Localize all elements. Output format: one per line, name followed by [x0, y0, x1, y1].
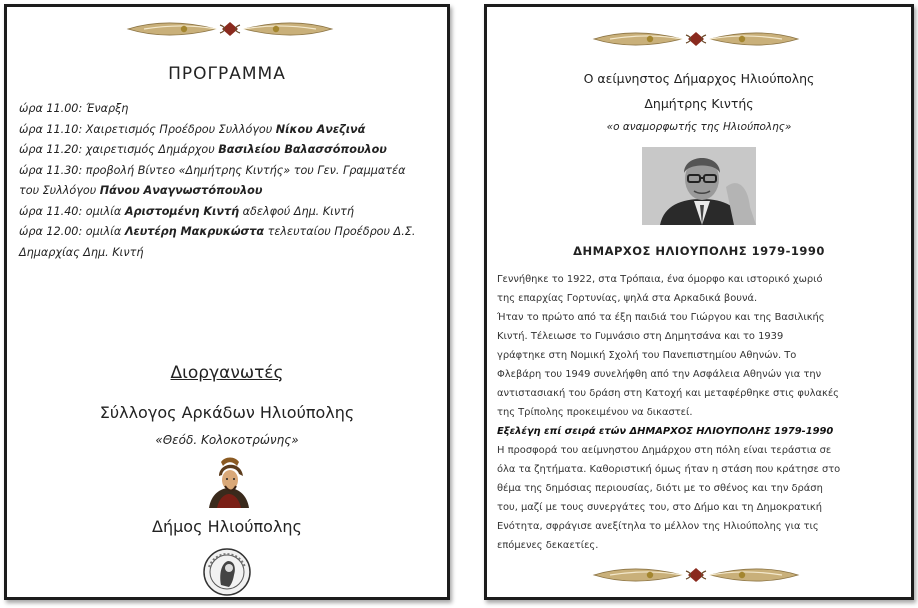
program-item-continued: του Συλλόγου Πάνου Αναγνωστόπουλου	[19, 184, 263, 197]
program-item: ώρα 11.30: προβολή Βίντεο «Δημήτρης Κιντής» του Γεν. Γραμματέα	[19, 163, 406, 177]
bio-line: Ήταν το πρώτο από τα έξη παιδιά του Γιώργου και της Βασιλικής	[497, 312, 825, 323]
bio-line: της επαρχίας Γορτυνίας, ψηλά στα Αρκαδικά βουνά.	[497, 293, 758, 304]
bio-line-highlight: Εξελέγη επί σειρά ετών ΔΗΜΑΡΧΟΣ ΗΛΙΟΥΠΟΛΗΣ 1979-1990	[497, 426, 834, 437]
organizers-title: Διοργανωτές	[170, 363, 284, 383]
program-item: ώρα 11.40: ομιλία Αριστομένη Κιντή αδελφού Δημ. Κιντή	[19, 204, 354, 218]
program-item: ώρα 11.00: Έναρξη	[19, 102, 129, 115]
program-item: ώρα 11.10: Χαιρετισμός Προέδρου Συλλόγου Νίκου Ανεζινά	[19, 122, 366, 136]
program-item: ώρα 11.20: χαιρετισμός Δημάρχου Βασιλείου Βαλασσόπουλου	[19, 143, 387, 156]
biography-page	[484, 4, 914, 600]
program-list	[19, 99, 439, 263]
bio-line: της Τρίπολης προκειμένου να δικαστεί.	[497, 407, 693, 418]
bio-heading: Ο αείμνηστος Δήμαρχος Ηλιούπολης	[583, 71, 815, 86]
mayor-photo-icon	[642, 147, 756, 225]
bio-epithet: «ο αναμορφωτής της Ηλιούπολης»	[606, 121, 792, 133]
flourish-ornament-icon	[590, 29, 802, 49]
bio-line: θέμα της δημόσιας περιουσίας, διότι με το σθένος και την δράση	[497, 483, 823, 494]
municipality-seal-icon	[201, 547, 253, 597]
program-title: ΠΡΟΓΡΑΜΜΑ	[168, 64, 286, 84]
warrior-portrait-icon	[203, 456, 255, 508]
organizer-subtitle: «Θεόδ. Κολοκοτρώνης»	[155, 433, 299, 447]
bio-line: όλα τα ζητήματα. Καθοριστική όμως ήταν η στάση που κράτησε στο	[497, 464, 841, 475]
bio-line: Φλεβάρη του 1949 συνελήφθη από την Ασφάλεια Αθηνών για την	[497, 369, 822, 380]
bio-text	[497, 270, 907, 555]
bio-line: Γεννήθηκε το 1922, στα Τρόπαια, ένα όμορφο και ιστορικό χωριό	[497, 274, 823, 285]
flourish-ornament-icon	[590, 565, 802, 585]
organizer-name: Σύλλογος Αρκάδων Ηλιούπολης	[99, 403, 355, 422]
bio-name: Δημήτρης Κιντής	[644, 96, 754, 111]
municipality-name: Δήμος Ηλιούπολης	[152, 517, 302, 536]
program-item-continued: Δημαρχίας Δημ. Κιντή	[19, 245, 144, 259]
bio-line: αντιστασιακή του δράση στη Κατοχή και μεταφέρθηκε στις φυλακές	[497, 388, 839, 399]
bio-line: επόμενες δεκαετίες.	[497, 540, 599, 551]
flourish-ornament-icon	[124, 19, 336, 39]
bio-subheading: ΔΗΜΑΡΧΟΣ ΗΛΙΟΥΠΟΛΗΣ 1979-1990	[573, 244, 825, 258]
program-item: ώρα 12.00: ομιλία Λευτέρη Μακρυκώστα τελευταίου Προέδρου Δ.Σ.	[19, 225, 416, 238]
bio-line: του, μαζί με τους συνεργάτες του, στο Δήμο και τη Δημοκρατική	[497, 502, 822, 513]
bio-line: Κιντή. Τέλειωσε το Γυμνάσιο στη Δημητσάνα και το 1939	[497, 331, 784, 342]
bio-line: γράφτηκε στη Νομική Σχολή του Πανεπιστημίου Αθηνών. Το	[497, 350, 797, 361]
bio-line: Η προσφορά του αείμνηστου Δημάρχου στη πόλη είναι τεράστια σε	[497, 445, 832, 456]
bio-line: Ενότητα, σφράγισε ανεξίτηλα το μέλλον της Ηλιούπολης για τις	[497, 521, 819, 532]
program-page	[4, 4, 450, 600]
